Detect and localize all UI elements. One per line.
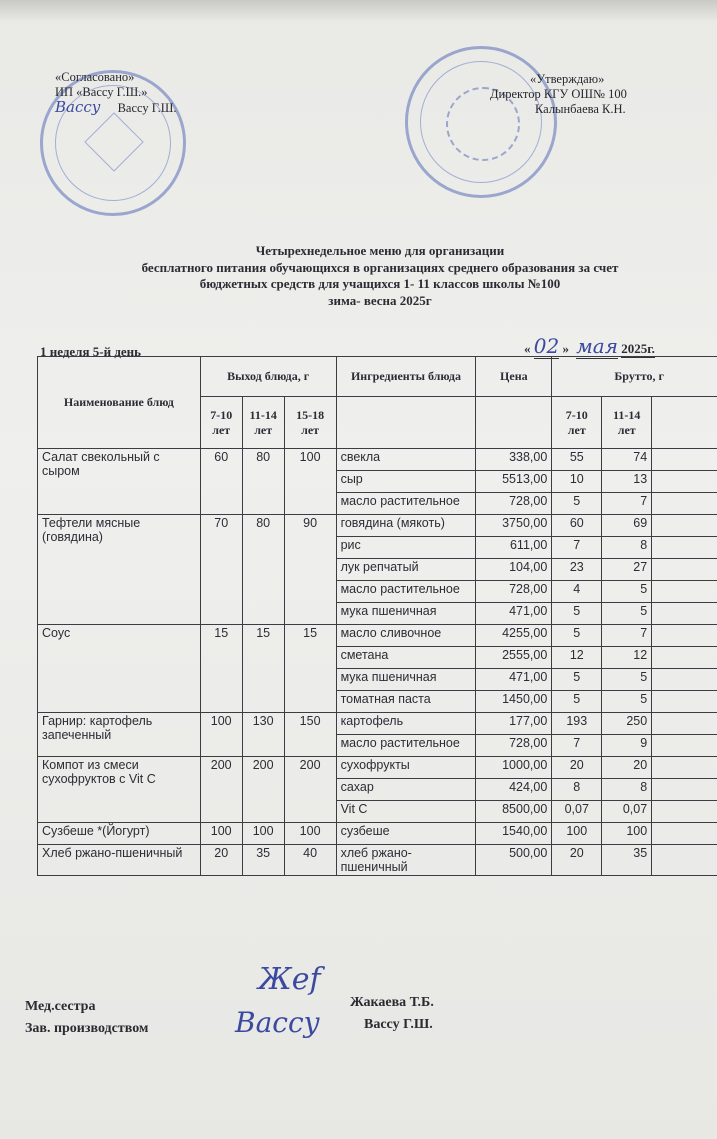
price-cell: 424,00	[476, 779, 552, 801]
brutto-7-10-cell: 8	[552, 779, 602, 801]
brutto-11-14-cell: 0,07	[602, 801, 652, 823]
brutto-extra-cell	[652, 625, 717, 647]
price-cell: 1000,00	[476, 757, 552, 779]
brutto-extra-cell	[652, 735, 717, 757]
brutto-7-10-cell: 4	[552, 581, 602, 603]
price-cell: 104,00	[476, 559, 552, 581]
brutto-7-10-cell: 12	[552, 647, 602, 669]
title-line1: Четырехнедельное меню для организации	[255, 243, 505, 258]
header-age-11-14: 11-14 лет	[242, 397, 284, 449]
ingredient-cell: сметана	[336, 647, 476, 669]
brutto-11-14-cell: 7	[602, 625, 652, 647]
brutto-11-14-cell: 74	[602, 449, 652, 471]
dish-name-cell: Сузбеше *(Йогурт)	[38, 823, 201, 845]
price-cell: 471,00	[476, 669, 552, 691]
output-cell: 100	[242, 823, 284, 845]
header-brutto-11-14: 11-14 лет	[602, 397, 652, 449]
role-nurse: Мед.сестра	[25, 999, 96, 1014]
table-row	[38, 449, 717, 471]
output-cell: 35	[242, 845, 284, 876]
date-open-quote: «	[524, 341, 531, 356]
ingredient-cell: говядина (мякоть)	[336, 515, 476, 537]
date-close-quote: »	[562, 341, 569, 356]
output-cell: 100	[284, 449, 336, 515]
output-cell: 20	[200, 845, 242, 876]
table-row	[38, 757, 717, 779]
date-year: 2025г.	[621, 341, 655, 356]
output-cell: 200	[284, 757, 336, 823]
role-production-head: Зав. производством	[25, 1021, 149, 1036]
name-production-head: Вассу Г.Ш.	[364, 1017, 433, 1032]
approval-right-line2: Директор КГУ ОШ№ 100	[490, 87, 627, 101]
brutto-7-10-cell: 55	[552, 449, 602, 471]
brutto-extra-cell	[652, 603, 717, 625]
table-row	[38, 713, 717, 735]
header-brutto-7-10: 7-10 лет	[552, 397, 602, 449]
date-day: 02	[533, 334, 560, 358]
date-month: мая	[576, 334, 618, 358]
price-cell: 728,00	[476, 735, 552, 757]
name-nurse: Жакаева Т.Б.	[350, 995, 434, 1010]
ingredient-cell: свекла	[336, 449, 476, 471]
brutto-7-10-cell: 20	[552, 757, 602, 779]
output-cell: 90	[284, 515, 336, 625]
brutto-7-10-cell: 23	[552, 559, 602, 581]
brutto-7-10-cell: 5	[552, 603, 602, 625]
title-line3: бюджетных средств для учащихся 1- 11 классов школы №100	[199, 276, 561, 291]
table-row	[38, 515, 717, 537]
ingredient-cell: томатная паста	[336, 691, 476, 713]
approval-left-name: Вассу Г.Ш.	[117, 101, 177, 115]
brutto-7-10-cell: 7	[552, 537, 602, 559]
brutto-11-14-cell: 13	[602, 471, 652, 493]
brutto-7-10-cell: 20	[552, 845, 602, 876]
brutto-11-14-cell: 250	[602, 713, 652, 735]
ingredient-cell: картофель	[336, 713, 476, 735]
header-price-sub	[476, 397, 552, 449]
brutto-extra-cell	[652, 449, 717, 471]
menu-table	[37, 356, 717, 876]
approval-right	[490, 72, 627, 117]
brutto-extra-cell	[652, 471, 717, 493]
output-cell: 15	[284, 625, 336, 713]
output-cell: 80	[242, 449, 284, 515]
title-line2: бесплатного питания обучающихся в организациях среднего образования за счет	[141, 259, 619, 275]
handwritten-signature-1: Жef	[258, 962, 321, 997]
brutto-7-10-cell: 5	[552, 691, 602, 713]
brutto-11-14-cell: 7	[602, 493, 652, 515]
price-cell: 611,00	[476, 537, 552, 559]
dish-name-cell: Тефтели мясные (говядина)	[38, 515, 201, 625]
ingredient-cell: сухофрукты	[336, 757, 476, 779]
output-cell: 60	[200, 449, 242, 515]
brutto-extra-cell	[652, 647, 717, 669]
brutto-extra-cell	[652, 801, 717, 823]
price-cell: 177,00	[476, 713, 552, 735]
output-cell: 70	[200, 515, 242, 625]
brutto-11-14-cell: 5	[602, 691, 652, 713]
price-cell: 3750,00	[476, 515, 552, 537]
output-cell: 100	[284, 823, 336, 845]
brutto-11-14-cell: 5	[602, 603, 652, 625]
header-age-7-10: 7-10 лет	[200, 397, 242, 449]
header-age-15-18: 15-18 лет	[284, 397, 336, 449]
document-title	[80, 243, 680, 309]
brutto-11-14-cell: 5	[602, 581, 652, 603]
brutto-extra-cell	[652, 669, 717, 691]
price-cell: 8500,00	[476, 801, 552, 823]
brutto-extra-cell	[652, 691, 717, 713]
approval-right-line1: «Утверждаю»	[530, 72, 605, 86]
brutto-7-10-cell: 7	[552, 735, 602, 757]
ingredient-cell: масло сливочное	[336, 625, 476, 647]
brutto-11-14-cell: 69	[602, 515, 652, 537]
output-cell: 200	[200, 757, 242, 823]
price-cell: 1450,00	[476, 691, 552, 713]
header-output: Выход блюда, г	[200, 357, 336, 397]
ingredient-cell: сузбеше	[336, 823, 476, 845]
brutto-11-14-cell: 8	[602, 779, 652, 801]
right-stamp-seal	[405, 46, 557, 198]
brutto-extra-cell	[652, 537, 717, 559]
brutto-7-10-cell: 10	[552, 471, 602, 493]
header-ingredients-sub	[336, 397, 476, 449]
output-cell: 15	[242, 625, 284, 713]
price-cell: 728,00	[476, 581, 552, 603]
approval-left-line1: «Согласовано»	[55, 70, 135, 84]
handwritten-signature-2: Вассу	[235, 1006, 320, 1039]
ingredient-cell: мука пшеничная	[336, 669, 476, 691]
output-cell: 15	[200, 625, 242, 713]
brutto-7-10-cell: 0,07	[552, 801, 602, 823]
brutto-7-10-cell: 5	[552, 669, 602, 691]
brutto-7-10-cell: 100	[552, 823, 602, 845]
price-cell: 338,00	[476, 449, 552, 471]
table-row	[38, 625, 717, 647]
approval-left-signature	[55, 100, 176, 116]
ingredient-cell: лук репчатый	[336, 559, 476, 581]
brutto-7-10-cell: 5	[552, 625, 602, 647]
brutto-11-14-cell: 20	[602, 757, 652, 779]
ingredient-cell: Vit C	[336, 801, 476, 823]
price-cell: 4255,00	[476, 625, 552, 647]
dish-name-cell: Гарнир: картофель запеченный	[38, 713, 201, 757]
brutto-7-10-cell: 60	[552, 515, 602, 537]
brutto-extra-cell	[652, 493, 717, 515]
brutto-extra-cell	[652, 779, 717, 801]
approval-right-line3: Калынбаева К.Н.	[535, 102, 626, 116]
ingredient-cell: масло растительное	[336, 581, 476, 603]
page-shadow	[0, 0, 717, 22]
brutto-7-10-cell: 193	[552, 713, 602, 735]
output-cell: 150	[284, 713, 336, 757]
signature-names	[350, 992, 434, 1036]
ingredient-cell: масло растительное	[336, 493, 476, 515]
brutto-extra-cell	[652, 559, 717, 581]
brutto-extra-cell	[652, 515, 717, 537]
price-cell: 728,00	[476, 493, 552, 515]
brutto-extra-cell	[652, 581, 717, 603]
brutto-extra-cell	[652, 757, 717, 779]
signature-roles	[25, 996, 148, 1040]
table-row	[38, 845, 717, 876]
brutto-11-14-cell: 8	[602, 537, 652, 559]
brutto-11-14-cell: 12	[602, 647, 652, 669]
approval-left-line2: ИП «Вассу Г.Ш.»	[55, 85, 148, 99]
header-ingredients: Ингредиенты блюда	[336, 357, 476, 397]
header-brutto-extra	[652, 397, 717, 449]
approval-left	[55, 70, 176, 116]
approval-left-scrawl: Вассу	[55, 98, 101, 116]
price-cell: 1540,00	[476, 823, 552, 845]
price-cell: 471,00	[476, 603, 552, 625]
brutto-11-14-cell: 35	[602, 845, 652, 876]
title-line4: зима- весна 2025г	[328, 292, 432, 308]
brutto-11-14-cell: 9	[602, 735, 652, 757]
output-cell: 100	[200, 823, 242, 845]
brutto-11-14-cell: 100	[602, 823, 652, 845]
ingredient-cell: масло растительное	[336, 735, 476, 757]
brutto-extra-cell	[652, 823, 717, 845]
output-cell: 80	[242, 515, 284, 625]
output-cell: 100	[200, 713, 242, 757]
dish-name-cell: Компот из смеси сухофруктов с Vit C	[38, 757, 201, 823]
table-row	[38, 823, 717, 845]
header-brutto: Брутто, г	[552, 357, 717, 397]
dish-name-cell: Салат свекольный с сыром	[38, 449, 201, 515]
brutto-11-14-cell: 27	[602, 559, 652, 581]
brutto-extra-cell	[652, 713, 717, 735]
ingredient-cell: сыр	[336, 471, 476, 493]
price-cell: 2555,00	[476, 647, 552, 669]
header-price: Цена	[476, 357, 552, 397]
brutto-7-10-cell: 5	[552, 493, 602, 515]
output-cell: 40	[284, 845, 336, 876]
output-cell: 130	[242, 713, 284, 757]
brutto-11-14-cell: 5	[602, 669, 652, 691]
ingredient-cell: рис	[336, 537, 476, 559]
ingredient-cell: мука пшеничная	[336, 603, 476, 625]
day-label: 1 неделя 5-й день	[40, 344, 142, 359]
output-cell: 200	[242, 757, 284, 823]
ingredient-cell: хлеб ржано-пшеничный	[336, 845, 476, 876]
brutto-extra-cell	[652, 845, 717, 876]
price-cell: 5513,00	[476, 471, 552, 493]
ingredient-cell: сахар	[336, 779, 476, 801]
dish-name-cell: Хлеб ржано-пшеничный	[38, 845, 201, 876]
header-dish-name: Наименование блюд	[38, 357, 201, 449]
menu-table-body	[38, 449, 717, 876]
dish-name-cell: Соус	[38, 625, 201, 713]
price-cell: 500,00	[476, 845, 552, 876]
